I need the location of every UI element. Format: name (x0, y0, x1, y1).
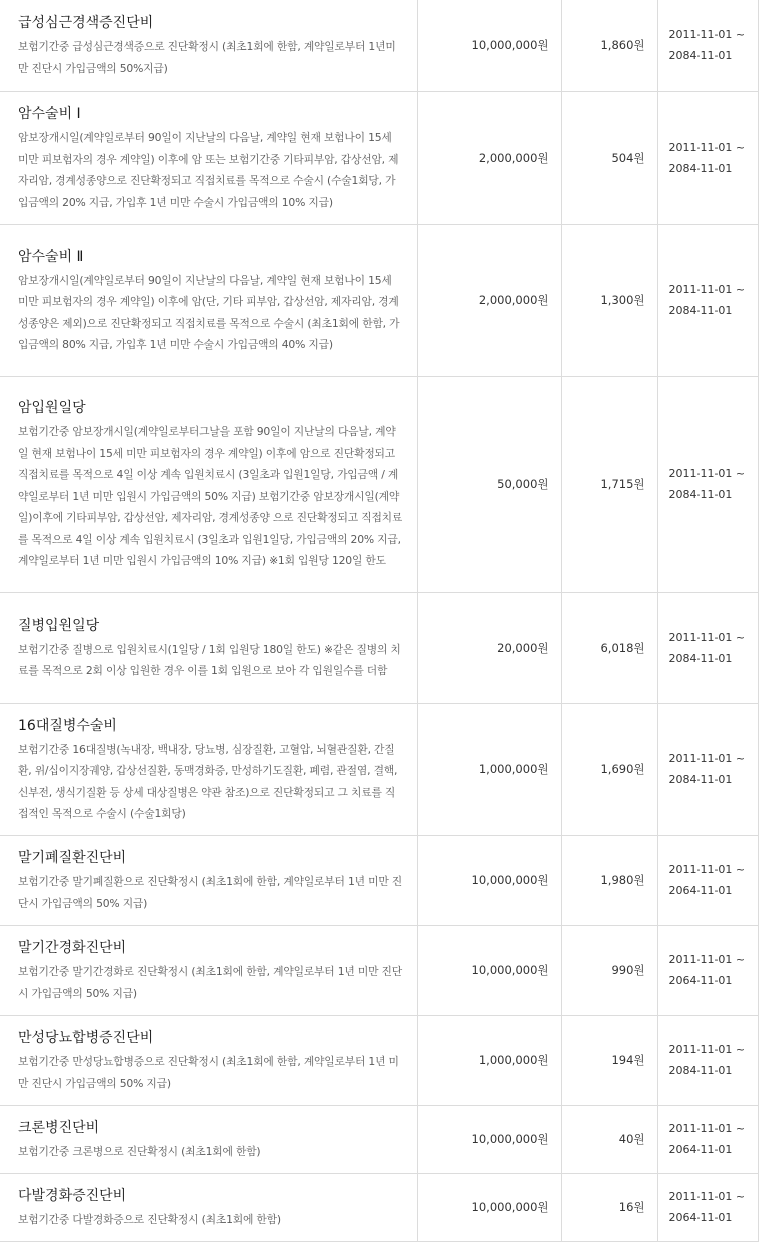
coverage-name-cell (0, 703, 417, 835)
table-row (0, 91, 758, 224)
table-row (0, 0, 758, 91)
coverage-description: 보험기간중 질병으로 입원치료시(1일당 / 1회 입원당 180일 한도) ※같은 질병의 치료를 목적으로 2회 이상 입원한 경우 이를 1회 입원으로 보아 각 입원일수를 더함 (18, 642, 401, 677)
table-row (0, 1173, 758, 1241)
coverage-premium: 1,980원 (561, 835, 657, 925)
coverage-title: 암수술비 Ⅰ (18, 106, 81, 122)
period-start: 2011-11-01 ~ (668, 28, 746, 42)
coverage-period (657, 224, 758, 376)
coverage-title: 16대질병수술비 (18, 717, 117, 734)
coverage-period (657, 835, 758, 925)
coverage-description: 보험기간중 만성당뇨합병증으로 진단확정시 (최초1회에 한함, 계약일로부터 1년 미만 진단시 가입금액의 50% 지급) (18, 1055, 399, 1090)
table-row (0, 592, 758, 703)
coverage-title: 만성당뇨합병증진단비 (18, 1030, 154, 1046)
coverage-premium: 990원 (561, 925, 657, 1015)
coverage-period (657, 376, 758, 592)
period-end: 2084-11-01 (668, 304, 733, 317)
coverage-amount: 10,000,000원 (417, 1173, 561, 1241)
coverage-premium: 6,018원 (561, 592, 657, 703)
coverage-premium: 16원 (561, 1173, 657, 1241)
period-start: 2011-11-01 ~ (668, 1122, 746, 1135)
table-row (0, 835, 758, 925)
coverage-title: 크론병진단비 (18, 1119, 100, 1136)
period-end: 2084-11-01 (668, 773, 733, 786)
period-end: 2084-11-01 (668, 1064, 733, 1077)
period-end: 2064-11-01 (668, 884, 733, 897)
coverage-amount: 1,000,000원 (417, 703, 561, 835)
period-end: 2084-11-01 (668, 651, 733, 665)
coverage-amount: 10,000,000원 (417, 835, 561, 925)
coverage-period (657, 1173, 758, 1241)
coverage-premium: 1,690원 (561, 703, 657, 835)
period-end: 2064-11-01 (668, 974, 733, 987)
period-end: 2084-11-01 (668, 49, 733, 63)
table-row (0, 703, 758, 835)
coverage-description: 보험기간중 다발경화증으로 진단확정시 (최초1회에 한함) (18, 1212, 281, 1226)
period-end: 2084-11-01 (668, 161, 733, 175)
period-start: 2011-11-01 ~ (668, 467, 746, 480)
coverage-period (657, 703, 758, 835)
period-start: 2011-11-01 ~ (668, 1190, 746, 1203)
coverage-amount: 2,000,000원 (417, 91, 561, 224)
coverage-period (657, 592, 758, 703)
coverage-premium: 40원 (561, 1105, 657, 1173)
coverage-title: 말기폐질환진단비 (18, 850, 127, 866)
period-end: 2084-11-01 (668, 488, 733, 501)
coverage-name-cell (0, 376, 417, 592)
period-start: 2011-11-01 ~ (668, 140, 746, 154)
coverage-amount: 10,000,000원 (417, 0, 561, 91)
coverage-name-cell (0, 0, 417, 91)
coverage-description: 보험기간중 16대질병(녹내장, 백내장, 당뇨병, 심장질환, 고혈압, 뇌혈관질환, 간질환, 위/십이지장궤양, 갑상선질환, 동맥경화증, 만성하기도질환, 폐렴, 관절염, 결핵, 신부전, 생식기질환 등 상세 대상질병은 약관 참조)으로 진단확정되고 그 치료를 직접적인 목적으로 수술시 (수술1회당) (18, 742, 398, 820)
table-row (0, 224, 758, 376)
period-start: 2011-11-01 ~ (668, 630, 746, 644)
coverage-period (657, 91, 758, 224)
coverage-name-cell (0, 1015, 417, 1105)
period-start: 2011-11-01 ~ (668, 953, 746, 966)
table-row (0, 925, 758, 1015)
coverage-premium: 194원 (561, 1015, 657, 1105)
coverage-premium: 1,715원 (561, 376, 657, 592)
coverage-period (657, 1015, 758, 1105)
coverage-period (657, 925, 758, 1015)
coverage-name-cell (0, 835, 417, 925)
coverage-name-cell (0, 91, 417, 224)
coverage-description: 보험기간중 말기간경화로 진단확정시 (최초1회에 한함, 계약일로부터 1년 미만 진단시 가입금액의 50% 지급) (18, 965, 403, 1000)
coverage-name-cell (0, 925, 417, 1015)
table-row (0, 1015, 758, 1105)
coverage-amount: 1,000,000원 (417, 1015, 561, 1105)
coverage-name-cell (0, 224, 417, 376)
period-end: 2064-11-01 (668, 1211, 733, 1224)
coverage-description: 보험기간중 말기폐질환으로 진단확정시 (최초1회에 한함, 계약일로부터 1년 미만 진단시 가입금액의 50% 지급) (18, 875, 403, 910)
period-start: 2011-11-01 ~ (668, 283, 746, 296)
coverage-title: 암수술비 Ⅱ (18, 248, 84, 265)
coverage-description: 암보장개시일(계약일로부터 90일이 지난날의 다음날, 계약일 현재 보험나이 15세 미만 피보험자의 경우 계약일) 이후에 암(단, 기타 피부암, 갑상선암, 제자리암, 경계성종양은 제외)으로 진단확정되고 직접치료를 목적으로 수술시 (최초1회에 한함, 가입금액의 80% 지급, 가입후 1년 미만 수술시 가입금액의 40% 지급) (18, 273, 400, 351)
period-start: 2011-11-01 ~ (668, 1043, 746, 1056)
coverage-title: 질병입원일당 (18, 617, 100, 634)
coverage-amount: 20,000원 (417, 592, 561, 703)
period-end: 2064-11-01 (668, 1143, 733, 1156)
coverage-premium: 504원 (561, 91, 657, 224)
coverage-description: 암보장개시일(계약일로부터 90일이 지난날의 다음날, 계약일 현재 보험나이 15세 미만 피보험자의 경우 계약일) 이후에 암 또는 보험기간중 기타피부암, 갑상선암, 제자리암, 경계성종양으로 진단확정되고 직접치료를 목적으로 수술시 (수술1회당, 가입금액의 20% 지급, 가입후 1년 미만 수술시 가입금액의 10% 지급) (18, 131, 399, 209)
coverage-amount: 2,000,000원 (417, 224, 561, 376)
coverage-name-cell (0, 1173, 417, 1241)
period-start: 2011-11-01 ~ (668, 863, 746, 876)
coverage-description: 보험기간중 급성심근경색증으로 진단확정시 (최초1회에 한함, 계약일로부터 1년미만 진단시 가입금액의 50%지급) (18, 40, 396, 75)
coverage-title: 암입원일당 (18, 400, 86, 417)
coverage-description: 보험기간중 크론병으로 진단확정시 (최초1회에 한함) (18, 1144, 261, 1158)
period-start: 2011-11-01 ~ (668, 752, 746, 765)
coverage-title: 다발경화증진단비 (18, 1187, 127, 1204)
coverage-name-cell (0, 592, 417, 703)
table-row (0, 1105, 758, 1173)
coverage-amount: 50,000원 (417, 376, 561, 592)
coverage-title: 말기간경화진단비 (18, 940, 127, 956)
coverage-title: 급성심근경색증진단비 (18, 15, 154, 32)
coverage-premium: 1,300원 (561, 224, 657, 376)
coverage-period (657, 0, 758, 91)
coverage-name-cell (0, 1105, 417, 1173)
coverage-amount: 10,000,000원 (417, 925, 561, 1015)
table-row (0, 376, 758, 592)
coverage-period (657, 1105, 758, 1173)
coverage-amount: 10,000,000원 (417, 1105, 561, 1173)
coverage-description: 보험기간중 암보장개시일(계약일로부터그날을 포함 90일이 지난날의 다음날, 계약일 현재 보험나이 15세 미만 피보험자의 경우 계약일) 이후에 암으로 진단확정되고 직접치료를 목적으로 4일 이상 계속 입원치료시 (3일초과 입원1일당, 가입금액 / 계약일로부터 1년 미만 입원시 가입금액의 50% 지급) 보험기간중 암보장개시일(계약일)이후에 기타피부암, 갑상선암, 제자리암, 경계성종양 으로 진단확정되고 직접치료를 목적으로 4일 이상 계속 입원치료시 (3일초과 입원1일당, 가입금액의 20% 지급, 계약일로부터 1년 미만 입원시 가입금액의 10% 지급) ※1회 입원당 120일 한도 (18, 425, 403, 568)
coverage-premium: 1,860원 (561, 0, 657, 91)
